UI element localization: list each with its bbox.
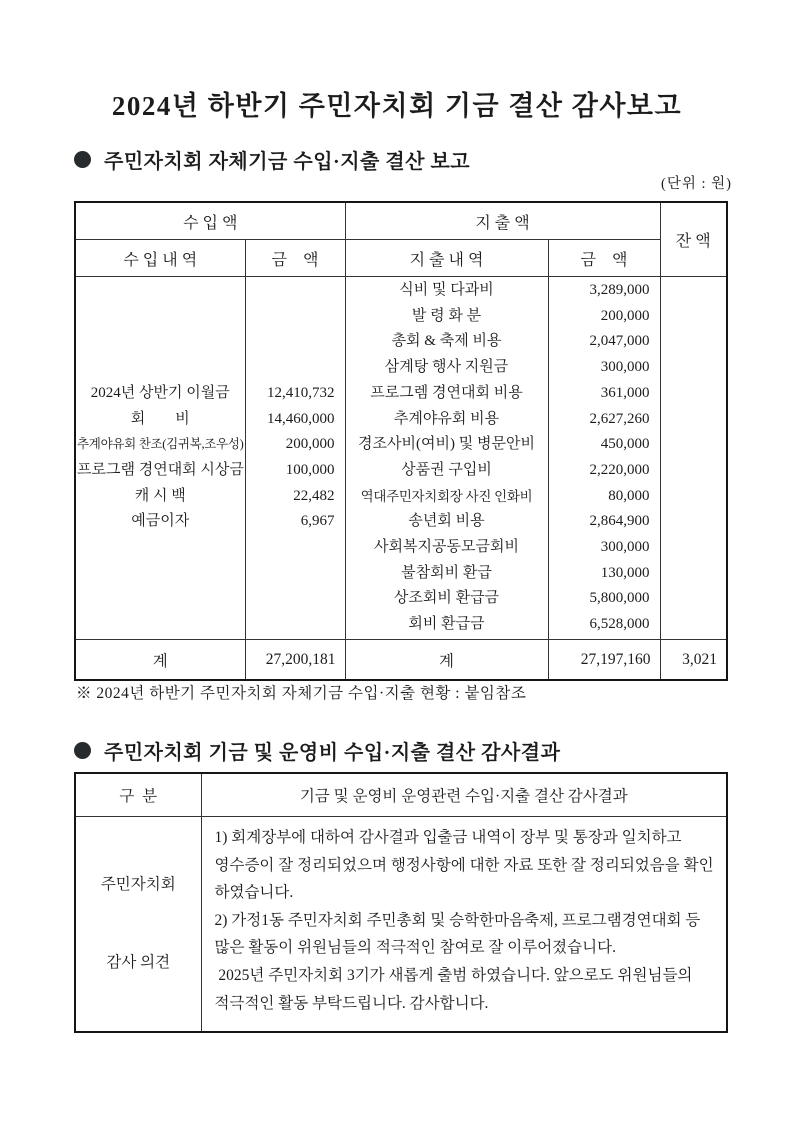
expense-item-label: 사회복지공동모금회비 xyxy=(374,539,519,556)
section2-heading-text: 주민자치회 기금 및 운영비 수입·지출 결산 감사결과 xyxy=(104,742,561,764)
expense-item-amount: 2,864,900 xyxy=(589,513,650,530)
table-group-header-row xyxy=(75,202,727,240)
expense-item-amount: 80,000 xyxy=(608,487,650,504)
expense-total-amount: 27,197,160 xyxy=(548,640,660,681)
expense-item-label: 추계야유회 비용 xyxy=(393,410,500,427)
table-body-row xyxy=(75,277,727,640)
audit-opinion-text-cell xyxy=(201,817,727,1033)
expense-item-label: 총회 & 축제 비용 xyxy=(391,333,502,350)
audit-opinion-label-line2: 감사 의견 xyxy=(106,954,171,971)
division-header: 구 분 xyxy=(75,773,201,817)
audit-opinion-line: 영수증이 잘 정리되었으며 행정사항에 대한 자료 또한 잘 정리되었음을 확인 xyxy=(214,856,714,874)
expense-group-header: 지 출 액 xyxy=(345,202,660,240)
expense-item-label: 경조사비(여비) 및 병문안비 xyxy=(358,436,535,453)
income-detail-header: 수 입 내 역 xyxy=(75,240,245,277)
expense-item-amount: 130,000 xyxy=(600,564,650,581)
expense-item-label: 상조회비 환급금 xyxy=(393,590,500,607)
expense-item-label: 송년회 비용 xyxy=(408,513,485,530)
attachment-note: ※ 2024년 하반기 주민자치회 자체기금 수입·지출 현황 : 붙임참조 xyxy=(76,685,527,702)
section1-heading-text: 주민자치회 자체기금 수입·지출 결산 보고 xyxy=(104,151,471,173)
income-amount-header: 금 액 xyxy=(245,240,345,277)
expense-item-amount: 2,047,000 xyxy=(589,333,650,350)
expense-item-amount: 200,000 xyxy=(600,307,650,324)
expense-amounts-cell xyxy=(548,277,660,640)
income-amounts-cell xyxy=(245,277,345,640)
expense-detail-header: 지 출 내 역 xyxy=(345,240,548,277)
expense-item-amount: 2,220,000 xyxy=(589,461,650,478)
unit-label: (단위 : 원) xyxy=(661,176,732,192)
balance-total-amount: 3,021 xyxy=(660,640,727,681)
audit-opinion-line: 1) 회계장부에 대하여 감사결과 입출금 내역이 장부 및 통장과 일치하고 xyxy=(214,829,682,846)
income-details-cell xyxy=(75,277,245,640)
expense-item-amount: 450,000 xyxy=(600,436,650,453)
expense-item-label: 프로그렘 경연대회 비용 xyxy=(370,384,523,401)
expense-item-label: 상품권 구입비 xyxy=(401,461,492,478)
section2-heading xyxy=(74,736,560,765)
income-item-label: 추계야유회 찬조(김귀복,조우성) xyxy=(77,437,244,452)
income-item-amount: 12,410,732 xyxy=(267,384,335,401)
audit-result-table xyxy=(74,772,728,1033)
income-item-amount: 22,482 xyxy=(293,487,335,504)
section-bullet-icon xyxy=(74,742,91,759)
income-group-header: 수 입 액 xyxy=(75,202,345,240)
expense-amount-header: 금 액 xyxy=(548,240,660,277)
income-total-label: 계 xyxy=(75,640,245,681)
expense-total-label: 계 xyxy=(345,640,548,681)
expense-item-label: 불참회비 환급 xyxy=(401,564,492,581)
document-title: 2024년 하반기 주민자치회 기금 결산 감사보고 xyxy=(111,91,683,121)
audit-opinion-label-line1: 주민자치회 xyxy=(100,876,176,893)
audit-opinion-line: 2) 가정1동 주민자치회 주민총회 및 승학한마음축제, 프로그램경연대회 등 xyxy=(214,911,701,929)
expense-item-amount: 5,800,000 xyxy=(589,590,650,607)
audit-opinion-label-cell xyxy=(75,817,201,1033)
audit-opinion-line: 많은 활동이 위원님들의 적극적인 참여로 잘 이루어졌습니다. xyxy=(214,939,616,957)
income-item-amount: 14,460,000 xyxy=(267,410,335,427)
expense-item-amount: 300,000 xyxy=(600,359,650,376)
income-item-amount: 6,967 xyxy=(300,513,335,530)
section1-heading xyxy=(74,145,470,174)
income-item-amount: 100,000 xyxy=(285,462,335,478)
expense-item-amount: 300,000 xyxy=(600,539,650,556)
balance-header: 잔 액 xyxy=(660,202,727,277)
income-item-label: 2024년 상반기 이월금 xyxy=(90,384,230,401)
table-total-row xyxy=(75,640,727,681)
balance-body-cell xyxy=(660,277,727,640)
income-total-amount: 27,200,181 xyxy=(245,640,345,681)
expense-item-label: 삼계탕 행사 지원금 xyxy=(384,359,509,376)
audit-table-header-row xyxy=(75,773,727,817)
expense-item-amount: 3,289,000 xyxy=(589,282,650,298)
expense-item-label: 역대주민자치회장 사진 인화비 xyxy=(360,488,533,504)
income-item-label: 회 비 xyxy=(130,410,190,427)
table-column-header-row xyxy=(75,240,727,277)
audit-opinion-line: 적극적인 활동 부탁드립니다. 감사합니다. xyxy=(214,994,489,1012)
expense-item-amount: 6,528,000 xyxy=(589,616,650,633)
expense-item-label: 식비 및 다과비 xyxy=(399,282,494,298)
expense-item-amount: 2,627,260 xyxy=(589,410,650,427)
section-bullet-icon xyxy=(74,151,91,168)
income-item-label: 캐 시 백 xyxy=(134,487,186,504)
audit-opinion-line: 2025년 주민자치회 3기가 새롭게 출범 하였습니다. 앞으로도 위원님들의 xyxy=(214,966,693,984)
audit-table-body-row xyxy=(75,817,727,1033)
audit-opinion-text xyxy=(215,824,719,1017)
audit-result-header: 기금 및 운영비 운영관련 수입·지출 결산 감사결과 xyxy=(201,773,727,817)
expense-item-amount: 361,000 xyxy=(600,384,650,401)
audit-opinion-line: 하였습니다. xyxy=(214,884,294,902)
fund-settlement-table xyxy=(74,201,728,681)
expense-item-label: 발 령 화 분 xyxy=(411,307,482,324)
income-item-amount: 200,000 xyxy=(285,436,335,453)
income-item-label: 예금이자 xyxy=(131,513,190,530)
expense-details-cell xyxy=(345,277,548,640)
expense-item-label: 회비 환급금 xyxy=(408,616,485,633)
income-item-label: 프로그램 경연대회 시상금 xyxy=(77,462,244,478)
